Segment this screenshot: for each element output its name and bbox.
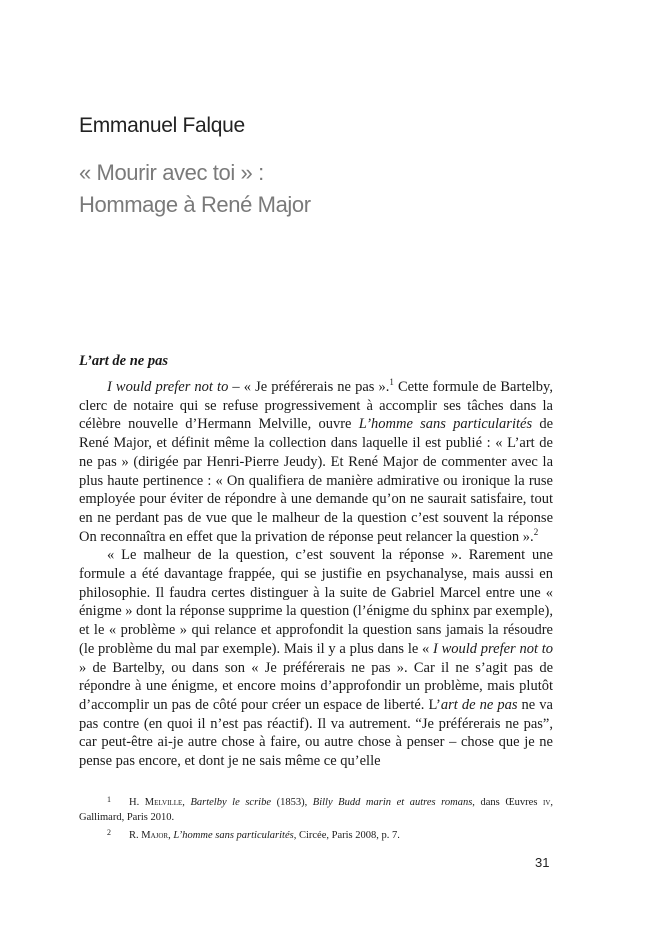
text-run: , Gallimard, Paris 2010. [79,797,553,823]
footnote-ref-2[interactable]: 2 [533,526,539,537]
footnote-2 [79,825,553,843]
text-run: , [168,830,174,841]
text-run: » de Bartelby, ou dans son « Je préférerais ne pas ». Car il ne s’agit pas de répondre à une énigme, et encore moins d’approfondir un problème, mais plutôt d’accomplir un pas de côté pour créer un espace de liberté. L’ [79,659,553,713]
author-name: Emmanuel Falque [79,114,245,137]
footnote-author: R. Major [129,830,169,841]
title-line-1: « Mourir avec toi » : [79,160,264,185]
footnote-ref-1[interactable]: 1 [389,377,394,388]
text-run: , dans Œuvres [472,797,543,808]
text-run: (1853), [271,797,313,808]
body-text [79,378,553,771]
text-run: « Le malheur de la question, c’est souvent la réponse ». Rarement une formule a été davantage frappée, qui se justifie en psychanalyse, mais aussi en philosophie. Il faudra certes distinguer à la suite de Gabriel Marcel entre une « énigme » dont la réponse supprime la question (l’énigme du sphinx par exemple), et le « problème » qui relance et approfondit la question sans jamais la résoudre (le problème du mal par exemple). Mais il y a plus dans le « [79,547,553,657]
footnote-mark: 1 [107,795,111,804]
book-title-italic: L’homme sans particularités [173,830,294,841]
text-run: ne va pas contre (en quoi il n’est pas réactif). Il va autrement. “Je préférerais ne pas”, car peut-être ai-je autre chose à faire, ou autre chose à penser – chose que je ne pense pas encore, et dont je ne sais même ce qu’elle [79,696,553,770]
phrase-italic: art de ne pas [440,696,518,713]
book-title-italic: Bartelby le scribe [190,797,271,808]
section-title: L’art de ne pas [79,353,169,369]
footnotes [79,792,553,843]
footnote-1 [79,792,553,825]
article-title [79,157,311,221]
title-line-2: Hommage à René Major [79,192,311,217]
text-run: Cette formule de Bartelby, clerc de notaire qui se refuse progressivement à accomplir ses tâches dans la célèbre nouvelle d’Hermann Melville, ouvre [79,379,553,433]
volume-number: iv [542,797,551,808]
page-number: 31 [535,855,550,870]
paragraph-2 [79,546,553,770]
book-title-italic: L’homme sans particularités [358,416,533,433]
paragraph-1 [79,378,553,546]
text-run: de René Major, et définit même la collection dans laquelle il est publié : « L’art de ne pas » (dirigée par Henri-Pierre Jeudy). Et René Major de commenter avec la plus haute pertinence : « On qualifiera de manière admirative ou ironique la ruse employée pour éviter de répondre à une demande qu’on ne saurait satisfaire, tout en ne perdant pas de vue que le malheur de la question c’est souvent la réponse On reconnaîtra en effet que la privation de réponse peut relancer la question ». [79,416,554,545]
footnote-mark: 2 [107,828,111,837]
text-run: – « Je préférerais ne pas ». [228,379,390,395]
quote-italic: I would prefer not to [107,379,229,395]
footnote-author: H. Melville [129,797,183,808]
text-run: , [182,797,191,808]
text-run: , Circée, Paris 2008, p. 7. [293,830,400,841]
quote-italic: I would prefer not to [433,640,553,657]
book-title-italic: Billy Budd marin et autres romans [312,797,473,808]
